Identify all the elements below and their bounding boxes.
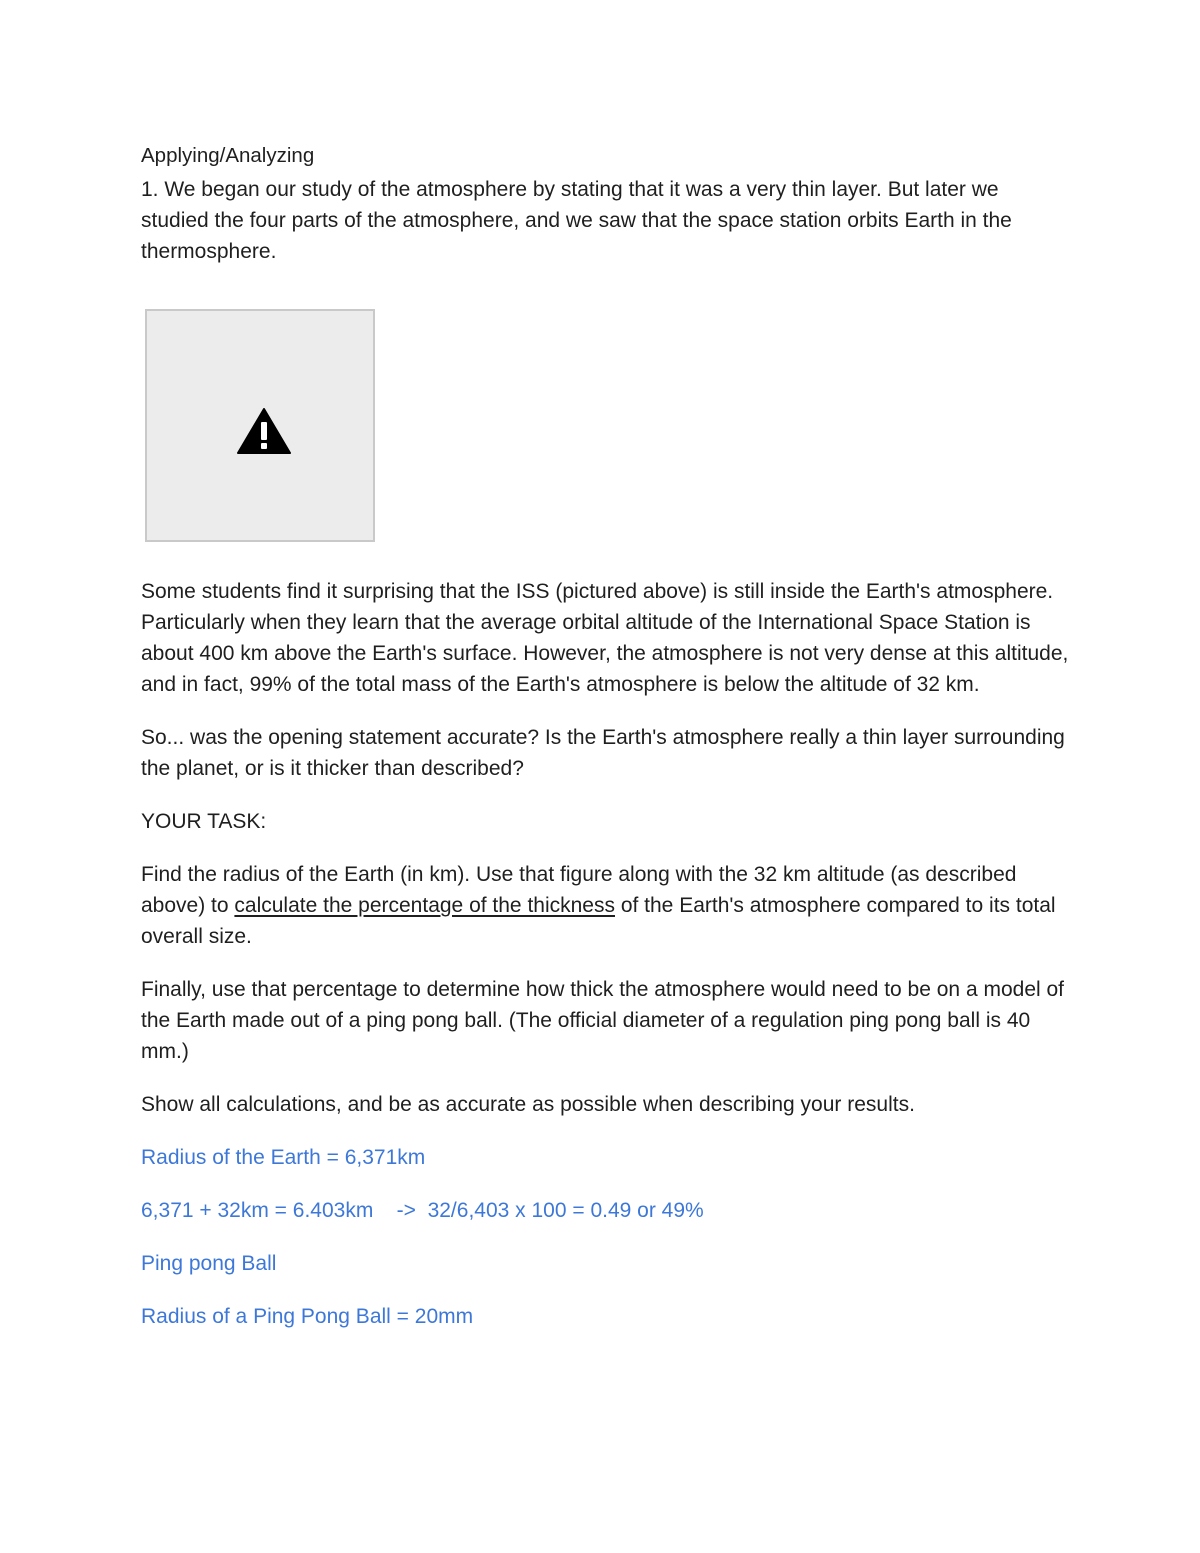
- warning-icon: [236, 407, 292, 455]
- task-label: YOUR TASK:: [141, 810, 267, 833]
- answer-ping-pong: Ping pong Ball: [141, 1252, 277, 1275]
- answer-radius-ball: Radius of a Ping Pong Ball = 20mm: [141, 1305, 474, 1328]
- document-page: [141, 140, 1071, 1332]
- task-text-before: Find the radius of the Earth (in km). Use that figure along with the 32 km altitude (as described above) to: [141, 863, 1017, 917]
- iss-image-placeholder: [145, 309, 375, 542]
- answer-calculation: 6,371 + 32km = 6.403km -> 32/6,403 x 100 = 0.49 or 49%: [141, 1199, 704, 1222]
- question-paragraph: So... was the opening statement accurate? Is the Earth's atmosphere really a thin layer surrounding the planet, or is it thicker than described?: [141, 726, 1065, 780]
- show-calculations-paragraph: Show all calculations, and be as accurate as possible when describing your results.: [141, 1093, 915, 1116]
- task-text-after: of the Earth's atmosphere compared to its total overall size.: [141, 894, 1056, 948]
- finally-paragraph: Finally, use that percentage to determine how thick the atmosphere would need to be on a model of the Earth made out of a ping pong ball. (The official diameter of a regulation ping pong ball is 40 mm.): [141, 978, 1065, 1063]
- task-text-underlined: calculate the percentage of the thickness: [234, 894, 615, 917]
- question-intro: 1. We began our study of the atmosphere by stating that it was a very thin layer. But later we studied the four parts of the atmosphere, and we saw that the space station orbits Earth in the thermosphere.: [141, 178, 1012, 263]
- answer-radius-earth: Radius of the Earth = 6,371km: [141, 1146, 426, 1169]
- task-paragraph: [141, 859, 1071, 952]
- iss-paragraph: Some students find it surprising that the ISS (pictured above) is still inside the Earth's atmosphere. Particularly when they learn that the average orbital altitude of the International Space Station is about 400 km above the Earth's surface. However, the atmosphere is not very dense at this altitude, and in fact, 99% of the total mass of the Earth's atmosphere is below the altitude of 32 km.: [141, 580, 1069, 696]
- section-heading: Applying/Analyzing: [141, 144, 315, 167]
